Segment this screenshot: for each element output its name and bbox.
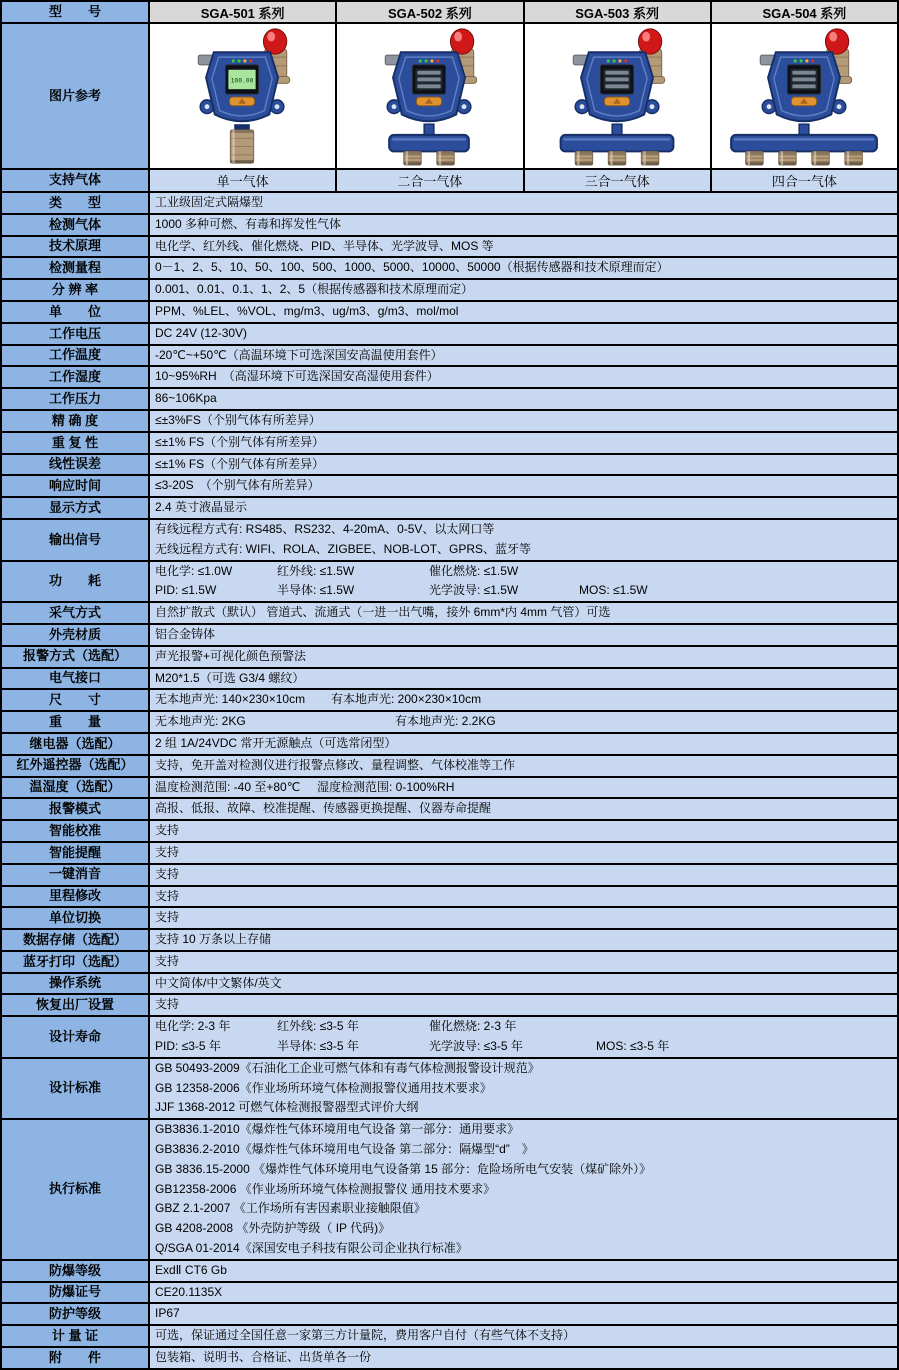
row-label: 计 量 证 <box>2 1326 150 1346</box>
value-line: 支持 10 万条以上存储 <box>155 932 272 947</box>
row-label: 工作湿度 <box>2 367 150 387</box>
spec-row <box>2 237 897 259</box>
value-line: 高报、低报、故障、校准提醒、传感器更换提醒、仪器寿命提醒 <box>155 801 492 816</box>
model-header-row <box>2 2 897 24</box>
row-label: 工作压力 <box>2 389 150 409</box>
spec-row <box>2 843 897 865</box>
row-value <box>150 1283 897 1303</box>
value-segment: PID: ≤3-5 年 <box>155 1039 221 1054</box>
row-label: 里程修改 <box>2 887 150 907</box>
header-label: 型 号 <box>2 2 150 22</box>
value-line: 有线远程方式有: RS485、RS232、4-20mA、0-5V、以太网口等 <box>155 521 495 536</box>
value-line <box>155 1037 897 1057</box>
value-line: 支持 <box>155 888 180 903</box>
row-value <box>150 974 897 994</box>
value-line: 2.4 英寸液晶显示 <box>155 500 248 515</box>
value-line <box>155 562 897 582</box>
gas-type-3: 三合一气体 <box>525 170 712 191</box>
spec-row <box>2 520 897 562</box>
value-line: 支持，免开盖对检测仪进行报警点修改、量程调整、气体校准等工作 <box>155 757 516 772</box>
spec-row <box>2 498 897 520</box>
row-value <box>150 455 897 475</box>
gas-detector-illustration <box>713 25 896 167</box>
spec-row <box>2 411 897 433</box>
row-label: 精 确 度 <box>2 411 150 431</box>
row-value <box>150 712 897 732</box>
value-line: GBZ 2.1-2007 《工作场所有害因素职业接触限值》 <box>155 1201 426 1216</box>
value-line: 2 组 1A/24VDC 常开无源触点（可选常闭型） <box>155 735 397 750</box>
row-value <box>150 411 897 431</box>
value-line <box>155 581 897 601</box>
value-line: M20*1.5（可选 G3/4 螺纹） <box>155 670 305 685</box>
spec-row <box>2 367 897 389</box>
value-segment: 光学波导: ≤1.5W <box>429 583 519 598</box>
row-value <box>150 1017 897 1057</box>
row-value <box>150 952 897 972</box>
row-label: 防爆证号 <box>2 1283 150 1303</box>
row-label: 蓝牙打印（选配） <box>2 952 150 972</box>
value-line: GB 50493-2009《石油化工企业可燃气体和有毒气体检测报警设计规范》 <box>155 1060 540 1075</box>
gas-row-label: 支持气体 <box>2 170 150 191</box>
spec-row <box>2 712 897 734</box>
row-label: 响应时间 <box>2 476 150 496</box>
row-label: 外壳材质 <box>2 625 150 645</box>
row-value <box>150 603 897 623</box>
row-label: 一键消音 <box>2 865 150 885</box>
spec-row <box>2 952 897 974</box>
spec-row <box>2 1017 897 1059</box>
gas-type-4: 四合一气体 <box>712 170 897 191</box>
spec-row <box>2 821 897 843</box>
row-value <box>150 324 897 344</box>
row-label: 分 辨 率 <box>2 280 150 300</box>
value-line: ExdⅡ CT6 Gb <box>155 1262 227 1277</box>
row-value <box>150 756 897 776</box>
row-label: 恢复出厂设置 <box>2 995 150 1015</box>
row-value <box>150 389 897 409</box>
row-label: 附 件 <box>2 1348 150 1368</box>
value-line <box>155 690 897 710</box>
row-value <box>150 215 897 235</box>
row-value <box>150 930 897 950</box>
row-label: 重 量 <box>2 712 150 732</box>
value-line: 支持 <box>155 953 180 968</box>
model-name-2: SGA-502 系列 <box>337 2 524 22</box>
row-value <box>150 734 897 754</box>
row-label: 红外遥控器（选配） <box>2 756 150 776</box>
value-segment: 电化学: ≤1.0W <box>155 563 233 578</box>
value-segment: 光学波导: ≤3-5 年 <box>429 1039 523 1054</box>
row-label: 采气方式 <box>2 603 150 623</box>
value-segment: 温度检测范围: -40 至+80℃ <box>155 779 301 794</box>
model-name-1: SGA-501 系列 <box>150 2 337 22</box>
row-label: 单位切换 <box>2 908 150 928</box>
value-line: ≤±3%FS（个别气体有所差异） <box>155 412 321 427</box>
row-value <box>150 887 897 907</box>
row-value <box>150 843 897 863</box>
value-line: ≤±1% FS（个别气体有所差异） <box>155 434 325 449</box>
row-value <box>150 799 897 819</box>
row-value <box>150 1304 897 1324</box>
row-value <box>150 908 897 928</box>
row-value <box>150 367 897 387</box>
svg-text:100.00: 100.00 <box>230 77 254 85</box>
value-segment: 有本地声光: 200×230×10cm <box>331 692 482 707</box>
row-value <box>150 625 897 645</box>
row-label: 工作电压 <box>2 324 150 344</box>
row-value <box>150 1348 897 1368</box>
row-label: 检测气体 <box>2 215 150 235</box>
value-segment: 有本地声光: 2.2KG <box>395 714 496 729</box>
value-line: 支持 <box>155 866 180 881</box>
value-segment: 红外线: ≤1.5W <box>277 563 355 578</box>
gas-detector-illustration <box>151 25 334 167</box>
spec-row <box>2 324 897 346</box>
row-value <box>150 778 897 798</box>
spec-row <box>2 215 897 237</box>
row-label: 防护等级 <box>2 1304 150 1324</box>
gas-detector-illustration <box>526 25 709 167</box>
row-value <box>150 1326 897 1346</box>
value-line: 0.001、0.01、0.1、1、2、5（根据传感器和技术原理而定） <box>155 282 474 297</box>
value-line: 支持 <box>155 823 180 838</box>
value-segment: 催化燃烧: 2-3 年 <box>429 1019 517 1034</box>
image-row-label: 图片参考 <box>2 24 150 168</box>
value-line: CE20.1135X <box>155 1284 223 1299</box>
row-label: 温湿度（选配） <box>2 778 150 798</box>
row-label: 功 耗 <box>2 562 150 602</box>
value-line: 支持 <box>155 844 180 859</box>
spec-row <box>2 887 897 909</box>
row-label: 尺 寸 <box>2 690 150 710</box>
device-image-sga-503 <box>525 24 712 168</box>
value-line: 声光报警+可视化颜色预警法 <box>155 648 307 663</box>
spec-row <box>2 562 897 604</box>
gas-type-2: 二合一气体 <box>337 170 524 191</box>
spec-row <box>2 778 897 800</box>
value-line: ≤3-20S （个别气体有所差异） <box>155 478 320 493</box>
value-segment: MOS: ≤1.5W <box>579 583 648 598</box>
spec-row <box>2 669 897 691</box>
row-label: 工作温度 <box>2 346 150 366</box>
value-line <box>155 1017 897 1037</box>
spec-row <box>2 974 897 996</box>
device-image-sga-502 <box>337 24 524 168</box>
spec-row <box>2 799 897 821</box>
value-segment: 湿度检测范围: 0-100%RH <box>317 779 455 794</box>
value-line: GB 3836.15-2000 《爆炸性气体环境用电气设备第 15 部分：危险场所电气安装（煤矿除外）》 <box>155 1161 652 1176</box>
value-line: 0－1、2、5、10、50、100、500、1000、5000、10000、50000（根据传感器和技术原理而定） <box>155 260 669 275</box>
value-line: 86~106Kpa <box>155 391 217 406</box>
row-label: 技术原理 <box>2 237 150 257</box>
row-value <box>150 346 897 366</box>
value-line: 工业级固定式隔爆型 <box>155 195 264 209</box>
value-segment: 红外线: ≤3-5 年 <box>277 1019 359 1034</box>
row-value <box>150 476 897 496</box>
spec-row <box>2 455 897 477</box>
value-line: 支持 <box>155 910 180 925</box>
value-line: 可选，保证通过全国任意一家第三方计量院，费用客户自付（有些气体不支持） <box>155 1328 576 1343</box>
value-line: Q/SGA 01-2014《深国安电子科技有限公司企业执行标准》 <box>155 1241 468 1256</box>
spec-row <box>2 193 897 215</box>
value-line: 1000 多种可燃、有毒和挥发性气体 <box>155 216 342 231</box>
value-line: -20℃~+50℃（高温环境下可选深国安高温使用套件） <box>155 347 443 362</box>
spec-row <box>2 603 897 625</box>
spec-row <box>2 865 897 887</box>
row-value <box>150 280 897 300</box>
value-line: JJF 1368-2012 可燃气体检测报警器型式评价大纲 <box>155 1100 419 1115</box>
spec-row <box>2 389 897 411</box>
supported-gas-row <box>2 170 897 193</box>
model-name-3: SGA-503 系列 <box>525 2 712 22</box>
value-line: ≤±1% FS（个别气体有所差异） <box>155 456 325 471</box>
row-value <box>150 690 897 710</box>
row-value <box>150 433 897 453</box>
row-label: 重 复 性 <box>2 433 150 453</box>
spec-row <box>2 1120 897 1261</box>
image-reference-row <box>2 24 897 170</box>
value-line: DC 24V (12-30V) <box>155 325 248 340</box>
device-image-sga-501 <box>150 24 337 168</box>
gas-detector-illustration <box>338 25 521 167</box>
row-label: 单 位 <box>2 302 150 322</box>
row-value <box>150 865 897 885</box>
spec-row <box>2 1326 897 1348</box>
value-segment: 电化学: 2-3 年 <box>155 1019 231 1034</box>
spec-row <box>2 734 897 756</box>
row-label: 操作系统 <box>2 974 150 994</box>
spec-row <box>2 1304 897 1326</box>
row-label: 防爆等级 <box>2 1261 150 1281</box>
row-value <box>150 821 897 841</box>
row-label: 报警方式（选配） <box>2 647 150 667</box>
spec-row <box>2 995 897 1017</box>
row-label: 智能提醒 <box>2 843 150 863</box>
spec-row <box>2 280 897 302</box>
spec-row <box>2 1283 897 1305</box>
row-label: 显示方式 <box>2 498 150 518</box>
value-segment: MOS: ≤3-5 年 <box>596 1039 670 1054</box>
value-line: GB3836.1-2010《爆炸性气体环境用电气设备 第一部分：通用要求》 <box>155 1122 520 1137</box>
row-label: 设计寿命 <box>2 1017 150 1057</box>
device-image-sga-504 <box>712 24 897 168</box>
row-label: 智能校准 <box>2 821 150 841</box>
row-value <box>150 669 897 689</box>
spec-row <box>2 346 897 368</box>
spec-row <box>2 908 897 930</box>
spec-row <box>2 690 897 712</box>
value-segment: 半导体: ≤3-5 年 <box>277 1039 359 1054</box>
value-line: 电化学、红外线、催化燃烧、PID、半导体、光学波导、MOS 等 <box>155 238 494 253</box>
row-value <box>150 1261 897 1281</box>
row-value <box>150 995 897 1015</box>
row-label: 数据存储（选配） <box>2 930 150 950</box>
row-label: 类 型 <box>2 193 150 213</box>
row-value <box>150 193 897 213</box>
row-label: 电气接口 <box>2 669 150 689</box>
spec-row <box>2 647 897 669</box>
row-value <box>150 647 897 667</box>
value-segment: 半导体: ≤1.5W <box>277 583 355 598</box>
spec-row <box>2 756 897 778</box>
spec-row <box>2 625 897 647</box>
row-value <box>150 302 897 322</box>
value-line <box>155 778 897 798</box>
row-value <box>150 1059 897 1118</box>
row-value <box>150 237 897 257</box>
row-label: 执行标准 <box>2 1120 150 1259</box>
value-line: GB12358-2006 《作业场所环境气体检测报警仪 通用技术要求》 <box>155 1181 496 1196</box>
row-label: 设计标准 <box>2 1059 150 1118</box>
spec-row <box>2 1348 897 1368</box>
value-line: IP67 <box>155 1306 180 1321</box>
value-line: 包装箱、说明书、合格证、出货单各一份 <box>155 1350 372 1365</box>
row-value <box>150 498 897 518</box>
row-label: 输出信号 <box>2 520 150 560</box>
value-line: 中文简体/中文繁体/英文 <box>155 975 282 990</box>
model-name-4: SGA-504 系列 <box>712 2 897 22</box>
row-value <box>150 258 897 278</box>
gas-type-1: 单一气体 <box>150 170 337 191</box>
value-line: 铝合金铸体 <box>155 626 216 641</box>
value-line: 支持 <box>155 997 180 1012</box>
value-segment: 催化燃烧: ≤1.5W <box>429 563 519 578</box>
row-label: 线性误差 <box>2 455 150 475</box>
value-line: PPM、%LEL、%VOL、mg/m3、ug/m3、g/m3、mol/mol <box>155 303 459 318</box>
value-line: 10~95%RH （高湿环境下可选深国安高湿使用套件） <box>155 369 439 384</box>
value-line: GB3836.2-2010《爆炸性气体环境用电气设备 第二部分：隔爆型“d” 》 <box>155 1142 534 1157</box>
row-label: 继电器（选配） <box>2 734 150 754</box>
spec-row <box>2 433 897 455</box>
row-value <box>150 562 897 602</box>
row-value <box>150 520 897 560</box>
spec-row <box>2 302 897 324</box>
value-segment: 无本地声光: 2KG <box>155 714 246 729</box>
spec-row <box>2 258 897 280</box>
spec-row <box>2 1261 897 1283</box>
row-label: 检测量程 <box>2 258 150 278</box>
spec-row <box>2 930 897 952</box>
row-value <box>150 1120 897 1259</box>
value-line: 无线远程方式有: WIFI、ROLA、ZIGBEE、NOB-LOT、GPRS、蓝牙等 <box>155 541 532 556</box>
spec-row <box>2 476 897 498</box>
value-line: 自然扩散式（默认） 管道式、流通式（一进一出气嘴，接外 6mm*内 4mm 气管）可选 <box>155 605 611 620</box>
row-label: 报警模式 <box>2 799 150 819</box>
value-line: GB 12358-2006《作业场所环境气体检测报警仪通用技术要求》 <box>155 1080 492 1095</box>
value-line <box>155 712 897 732</box>
value-line: GB 4208-2008 《外壳防护等级（ IP 代码)》 <box>155 1221 391 1236</box>
value-segment: 无本地声光: 140×230×10cm <box>155 692 306 707</box>
spec-row <box>2 1059 897 1120</box>
value-segment: PID: ≤1.5W <box>155 583 217 598</box>
